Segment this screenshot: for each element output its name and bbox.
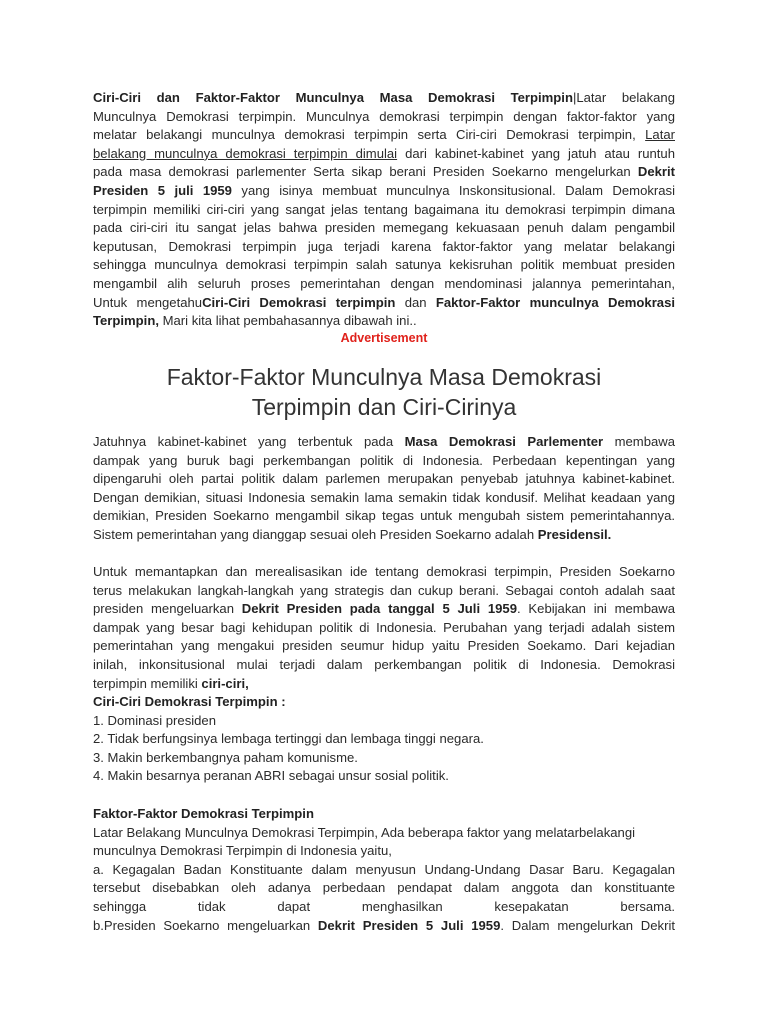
text-line [93,879,675,898]
text-span: dampak yang besar bagi kehidupan politik di Indonesia. Perubahan yang terjadi adalah sistem [93,619,675,635]
text-line [93,917,675,936]
text-line [93,182,675,201]
text-span: Untuk mengetahu [93,294,203,310]
text-line [93,526,675,545]
bold-text: Faktor-Faktor munculnya Demokrasi [435,294,676,310]
ciri-item: 4. Makin besarnya peranan ABRI sebagai unsur sosial politik. [93,768,449,784]
text-span: pada masa demokrasi parlementer Serta sikap berani Presiden Soekarno mengelurkan [93,164,638,180]
text-line [93,507,675,526]
bold-text: Ciri-Ciri Demokrasi terpimpin [202,294,396,310]
text-span: Dengan demikian, situasi Indonesia semakin lama semakin tidak kondusif. Melihat keadaan yang [93,489,675,505]
text-span: dari kabinet-kabinet yang jatuh atau runtuh [397,145,675,161]
text-span: Jatuhnya kabinet-kabinet yang terbentuk pada [93,434,405,449]
intro-paragraph [93,89,675,331]
text-span: dampak yang buruk bagi perkembangan politik di Indonesia. Perbedaan kepentingan yang [93,452,675,468]
text-line [93,898,675,917]
text-span: |Latar belakang [572,90,675,105]
bold-text: Dekrit [637,164,675,180]
text-line [93,201,675,220]
text-line [93,470,675,489]
ciri-item: 1. Dominasi presiden [93,712,216,728]
text-span: keputusan, Demokrasi terpimpin juga terjadi karena faktor-faktor yang melatar belakangi [93,238,675,254]
paragraph-parlementer [93,433,675,545]
ciri-section [93,693,675,786]
section-heading [0,363,768,422]
text-span: terpimpin memiliki [93,675,202,691]
ciri-item: 3. Makin berkembangnya paham komunisme. [93,749,358,765]
text-span: membawa [603,434,675,449]
text-span: tersebut disebabkan oleh adanya perbedaan pendapat dalam anggota dan konstituante [93,880,675,896]
text-span: pada ciri-ciri itu sangat jelas bahwa presiden memegang kekuasaan penuh dalam pengambil [93,220,675,236]
text-line [93,275,675,294]
text-line [93,294,675,313]
bold-text: Masa Demokrasi Parlementer [404,434,604,449]
text-span: a. Kegagalan Badan Konstituante dalam menyusun Undang-Undang Dasar Baru. Kegagalan [93,861,675,877]
bold-text: Dekrit Presiden 5 Juli 1959 [317,917,501,933]
text-line [93,861,675,880]
paragraph-dekrit [93,563,675,693]
text-span: yang isinya membuat munculnya Inskonsitusional. Dalam Demokrasi [231,182,676,198]
faktor-intro-line: Latar Belakang Munculnya Demokrasi Terpimpin, Ada beberapa faktor yang melatarbelakangi [93,824,636,840]
text-line [93,489,675,508]
text-span: demikian, Presiden Soekarno mengambil sikap tegas untuk mengubah sistem pemerintahannya. [93,508,675,524]
text-line [93,238,675,257]
text-span: Untuk memantapkan dan merealisasikan ide tentang demokrasi terpimpin, Presiden Soekarno [93,564,675,579]
faktor-section [93,805,675,935]
text-line [93,126,675,145]
text-span: terus melakukan langkah-langkah yang strategis dan cukup berani. Sebagai contoh adalah saat [93,582,675,598]
text-line [93,637,675,656]
text-span: Munculnya Demokrasi terpimpin. Munculnya demokrasi terpimpin dengan faktor-faktor yang [93,108,675,124]
text-line [93,312,675,331]
text-span: . Dalam mengelurkan Dekrit [500,917,676,933]
text-line [93,219,675,238]
bold-text: Terpimpin, [93,313,159,329]
text-span: presiden mengeluarkan [93,601,242,617]
text-line [93,582,675,601]
text-span: Sistem pemerintahan yang dianggap sesuai oleh Presiden Soekarno adalah [93,526,538,542]
bold-text: Presiden 5 juli 1959 [93,182,232,198]
text-line [93,108,675,127]
text-line [93,256,675,275]
text-line [93,600,675,619]
section-heading-line2: Terpimpin dan Ciri-Cirinya [251,393,517,420]
text-line [93,452,675,471]
text-span: sehingga tidak dapat menghasilkan kesepakatan bersama. [93,898,675,914]
text-line [93,656,675,675]
text-span: mengambil alih seluruh proses pemerintahan dengan mendominasi jalannya pemerintahan, [93,275,675,291]
bold-text: Dekrit Presiden pada tanggal 5 Juli 1959 [241,601,517,617]
faktor-title: Faktor-Faktor Demokrasi Terpimpin [93,806,314,821]
text-span: . Kebijakan ini membawa [517,601,675,617]
text-span: sehingga munculnya demokrasi terpimpin salah satunya kekisruhan politik membuat presiden [93,257,675,273]
text-line [93,619,675,638]
text-span: melatar belakangi munculnya demokrasi terpimpin serta Ciri-ciri Demokrasi terpimpin, [93,127,646,143]
text-span: Mari kita lihat pembahasannya dibawah ini.. [158,313,417,329]
text-span: terpimpin memiliki ciri-ciri yang sangat jelas tentang bagaimana itu demokrasi terpimpin dimana [93,201,675,217]
bold-text: Ciri-Ciri dan Faktor-Faktor Munculnya Masa Demokrasi Terpimpin [93,90,573,105]
text-line [93,163,675,182]
section-heading-line1: Faktor-Faktor Munculnya Masa Demokrasi [166,364,602,390]
bold-text: Presidensil. [537,526,612,542]
text-span: b.Presiden Soekarno mengeluarkan [93,917,318,933]
faktor-body [93,861,675,935]
text-span: inilah, inkonsitusional mulai terjadi dalam perkembangan politik di Indonesia. Demokrasi [93,656,675,672]
bold-text: ciri-ciri, [201,675,249,691]
text-span: dan [395,294,436,310]
inline-link[interactable]: belakang munculnya demokrasi terpimpin dimulai [93,145,398,161]
text-line [93,89,675,108]
faktor-intro-line: munculnya Demokrasi Terpimpin di Indonesia yaitu, [93,843,392,859]
text-line [93,675,675,694]
text-span: pemerintahan yang mengakui presiden seumur hidup yaitu Presiden Soekamo. Dari kejadian [93,638,675,654]
text-span: dipengaruhi oleh partai politik dalam parlemen merupakan penyebab jatuhnya kabinet-kabinet. [93,471,675,487]
text-line [93,563,675,582]
advertisement-label[interactable]: Advertisement [340,331,428,345]
text-line [93,433,675,452]
ciri-item: 2. Tidak berfungsinya lembaga tertinggi dan lembaga tinggi negara. [93,731,484,747]
inline-link[interactable]: Latar [645,127,675,143]
ciri-title: Ciri-Ciri Demokrasi Terpimpin : [93,694,286,709]
text-line [93,145,675,164]
